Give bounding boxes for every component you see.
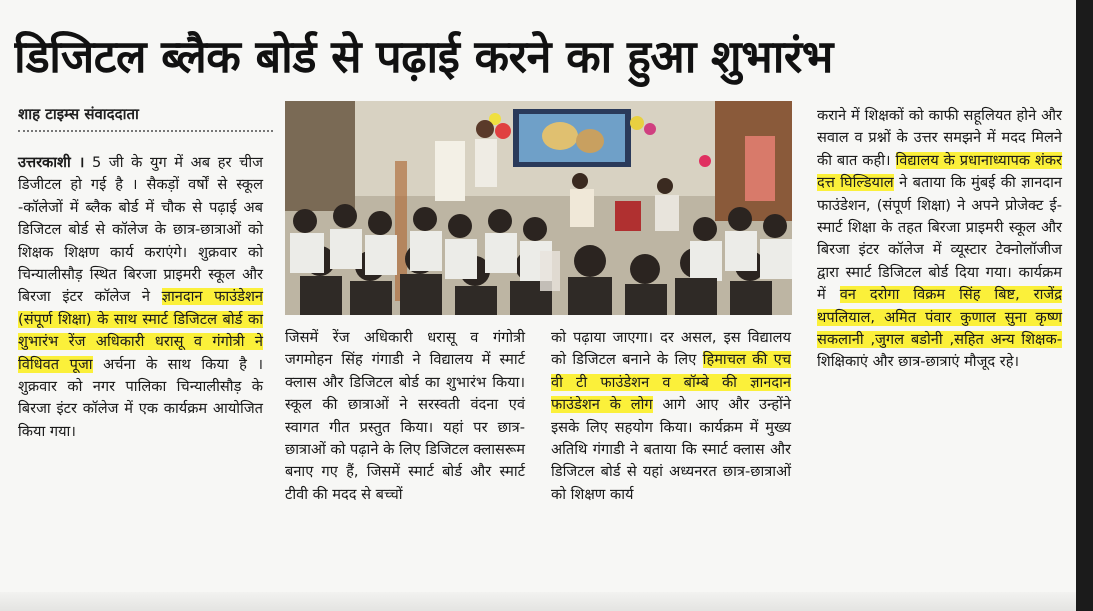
headline: डिजिटल ब्लैक बोर्ड से पढ़ाई करने का हुआ शुभारंभ	[14, 30, 833, 83]
article-column-1	[18, 152, 263, 443]
column-text: ने बताया कि मुंबई की ज्ञानदान फाउंडेशन, (संपूर्ण शिक्षा) ने अपने प्रोजेक्ट ई-स्मार्ट शिक्षा के तहत बिरजा प्राइमरी स्कूल और बिरजा इंटर कॉलेज में व्यूस्टार टेक्नोलॉजीज द्वारा स्मार्ट डिजिटल बोर्ड दिया गया। कार्यक्रम में	[817, 174, 1062, 304]
dateline: उत्तरकाशी ।	[18, 154, 85, 171]
column-text: को पढ़ाया जाएगा। दर असल, इस विद्यालय को डिजिटल बनाने के लिए	[551, 329, 791, 369]
column-text: 5 जी के युग में अब हर चीज डिजीटल हो गई है । सैकड़ों वर्षों से स्कूल -कॉलेजों में ब्लैक बोर्ड में चौक से पढ़ाई अब डिजिटल बोर्ड से कॉलेज के छात्र-छात्राओं को शिक्षक शिक्षण कार्य कराएंगे। शुक्रवार को चिन्यालीसौड़ स्थित बिरजा प्राइमरी स्कूल और बिरजा इंटर कॉलेज ने	[18, 154, 264, 306]
column-text: कराने में शिक्षकों को काफी सहूलियत होने और सवाल व प्रश्नों के उत्तर समझने में मदद मिलने की बात कही।	[817, 107, 1062, 169]
highlighted-text: वन दरोगा विक्रम सिंह बिष्ट, राजेंद्र थपलियाल, अमित पंवार कुणाल सुना कृष्ण सकलानी ,जुगल बडोनी ,सहित अन्य शिक्षक-	[817, 286, 1062, 349]
scan-edge	[1076, 0, 1093, 611]
highlighted-text: हिमाचल की एच वी टी फाउंडेशन व बॉम्बे की ज्ञानदान फाउंडेशन के लोग	[551, 351, 791, 414]
highlighted-text: ज्ञानदान फाउंडेशन (संपूर्ण शिक्षा) के साथ स्मार्ट डिजिटल बोर्ड का शुभारंभ रेंज अधिकारी धरासू व गंगोत्री ने विधिवत पूजा	[18, 288, 263, 373]
next-headline-cutoff	[0, 592, 1076, 611]
column-text: अर्चना के साथ किया है । शुक्रवार को नगर पालिका चिन्यालीसौड़ के बिरजा इंटर कॉलेज में एक कार्यक्रम आयोजित किया गया।	[18, 355, 263, 440]
classroom-photo-image	[285, 101, 792, 315]
article-column-3	[551, 327, 791, 506]
article-column-4	[817, 105, 1062, 374]
column-text: आगे आए और उन्होंने इसके लिए सहयोग किया। कार्यक्रम में मुख्य अतिथि गंगाडी ने बताया कि स्मार्ट क्लास और डिजिटल बोर्ड से यहां अध्यनरत छात्र-छात्राओं को शिक्षण कार्य	[551, 396, 791, 503]
classroom-photo	[285, 101, 792, 315]
article-column-2	[285, 327, 525, 506]
byline: शाह टाइम्स संवाददाता	[18, 104, 273, 132]
column-text: जिसमें रेंज अधिकारी धरासू व गंगोत्री जगमोहन सिंह गंगाडी ने विद्यालय में स्मार्ट क्लास और डिजिटल बोर्ड का शुभारंभ किया। स्कूल की छात्राओं ने सरस्वती वंदना एवं स्वागत गीत प्रस्तुत किया। यहां पर छात्र- छात्राओं को पढ़ाने के लिए डिजिटल क्लासरूम बनाए गए हैं, जिसमें स्मार्ट बोर्ड और स्मार्ट टीवी की मदद से बच्चों	[285, 329, 525, 503]
highlighted-text: विद्यालय के प्रधानाध्यापक शंकर दत्त घिल्डियाल	[817, 151, 1063, 192]
column-text: शिक्षिकाएं और छात्र-छात्राएं मौजूद रहे।	[817, 353, 1020, 371]
